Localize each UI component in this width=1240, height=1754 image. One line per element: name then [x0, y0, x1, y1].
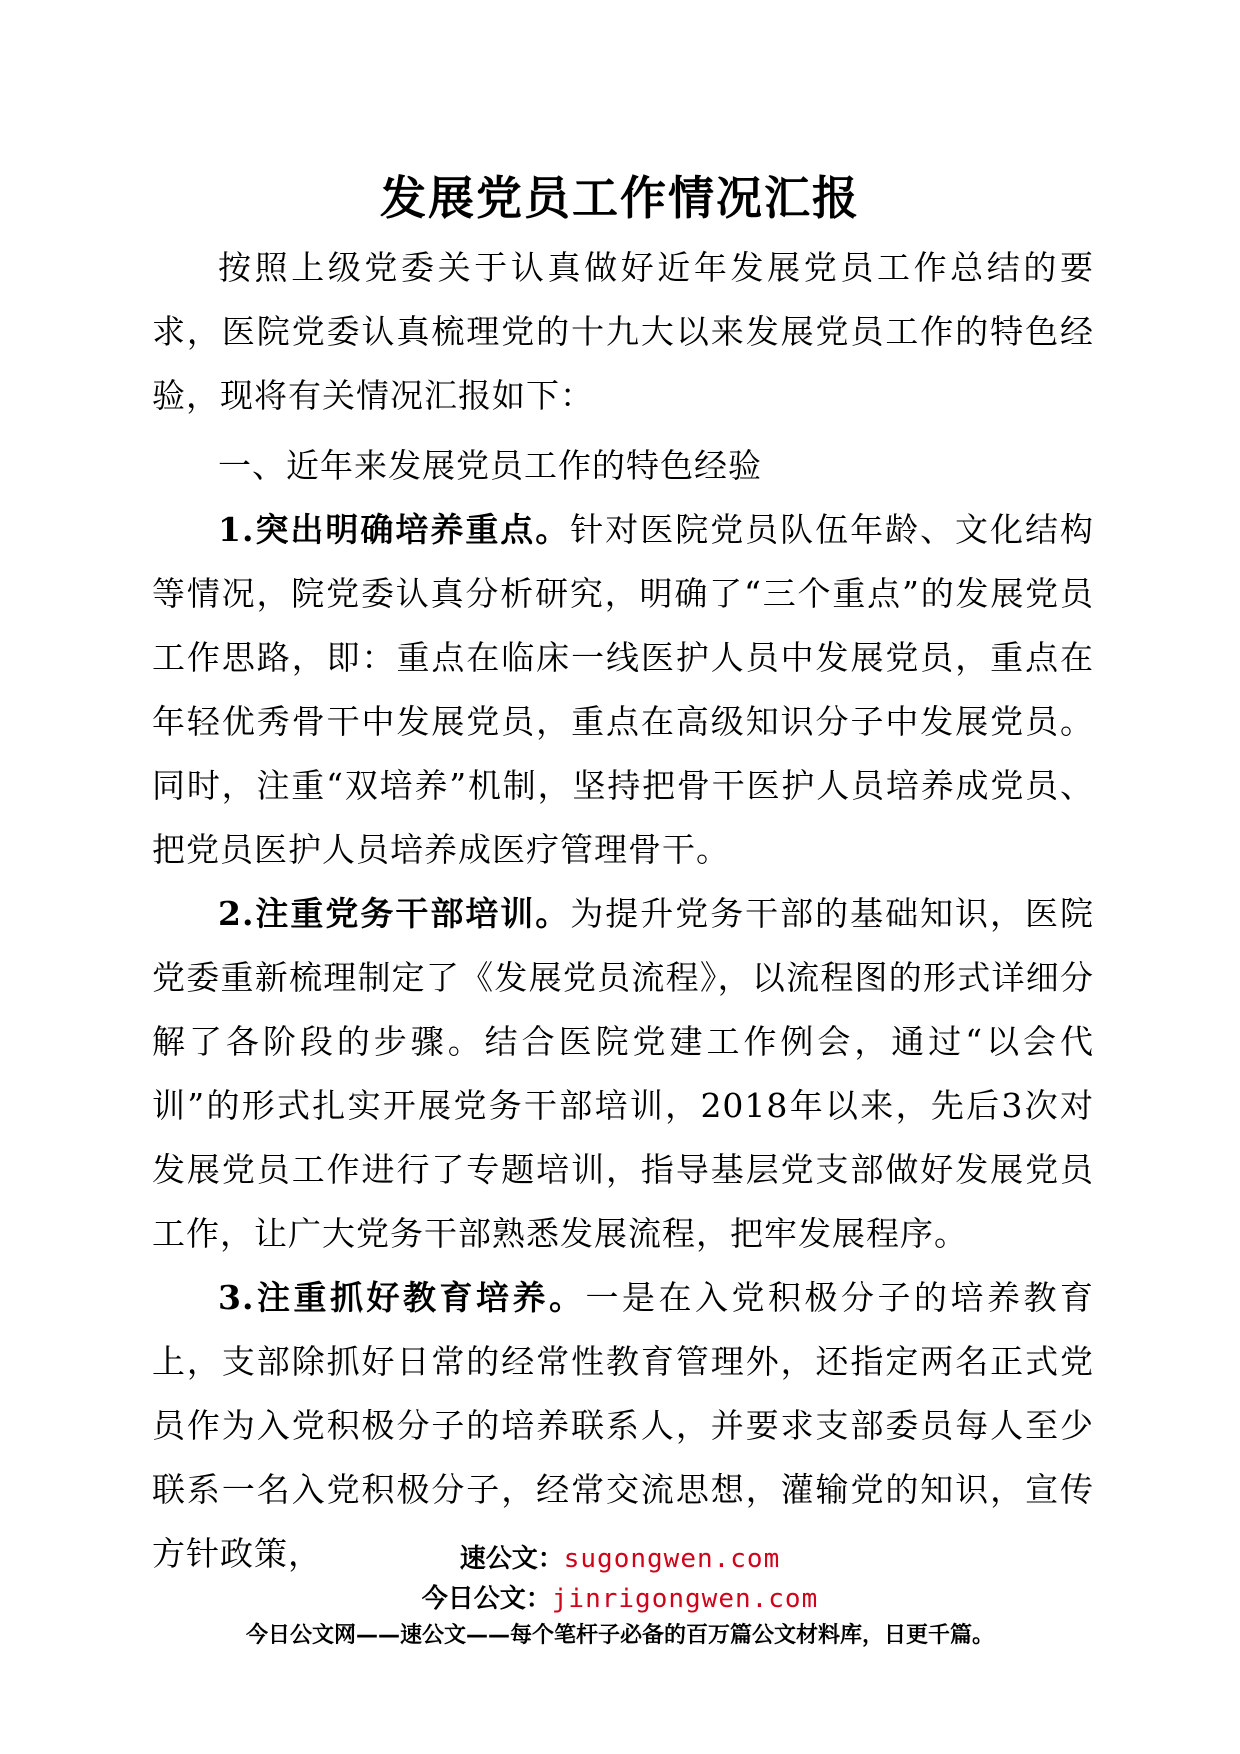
footer-link-sugongwen[interactable]: sugongwen.com: [563, 1544, 781, 1574]
point-paragraph-2: [152, 882, 1094, 1266]
document-body: [152, 236, 1094, 1586]
footer-label-1: 速公文：: [459, 1544, 564, 1574]
point-lead-3: 3.注重抓好教育培养。: [218, 1278, 586, 1317]
document-title: 发展党员工作情况汇报: [380, 171, 860, 225]
intro-paragraph: 按照上级党委关于认真做好近年发展党员工作总结的要求，医院党委认真梳理党的十九大以来发展党员工作的特色经验，现将有关情况汇报如下：: [152, 248, 1094, 415]
footer-link-jinrigongwen[interactable]: jinrigongwen.com: [551, 1584, 819, 1614]
section-heading: 一、近年来发展党员工作的特色经验: [218, 446, 762, 485]
footer-line-1: [0, 1538, 1240, 1575]
point-lead-1: 1.突出明确培养重点。: [218, 510, 571, 549]
point-text-1: 针对医院党员队伍年龄、文化结构等情况，院党委认真分析研究，明确了“三个重点”的发展党员工作思路，即：重点在临床一线医护人员中发展党员，重点在年轻优秀骨干中发展党员，重点在高级知识分子中发展党员。同时，注重“双培养”机制，坚持把骨干医护人员培养成党员、把党员医护人员培养成医疗管理骨干。: [152, 510, 1095, 869]
point-paragraph-1: [152, 498, 1094, 882]
point-lead-2: 2.注重党务干部培训。: [218, 894, 571, 933]
footer-line-2: [0, 1578, 1240, 1615]
footer-label-2: 今日公文：: [421, 1584, 552, 1614]
point-text-2: 为提升党务干部的基础知识，医院党委重新梳理制定了《发展党员流程》，以流程图的形式详细分解了各阶段的步骤。结合医院党建工作例会，通过“以会代训”的形式扎实开展党务干部培训，2018年以来，先后3次对发展党员工作进行了专题培训，指导基层党支部做好发展党员工作，让广大党务干部熟悉发展流程，把牢发展程序。: [152, 894, 1095, 1253]
point-text-3: 一是在入党积极分子的培养教育上，支部除抓好日常的经常性教育管理外，还指定两名正式党员作为入党积极分子的培养联系人，并要求支部委员每人至少联系一名入党积极分子，经常交流思想，灌输党的知识，宣传方针政策，: [152, 1278, 1095, 1573]
footer-slogan: 今日公文网——速公文——每个笔杆子必备的百万篇公文材料库，日更千篇。: [245, 1623, 994, 1648]
